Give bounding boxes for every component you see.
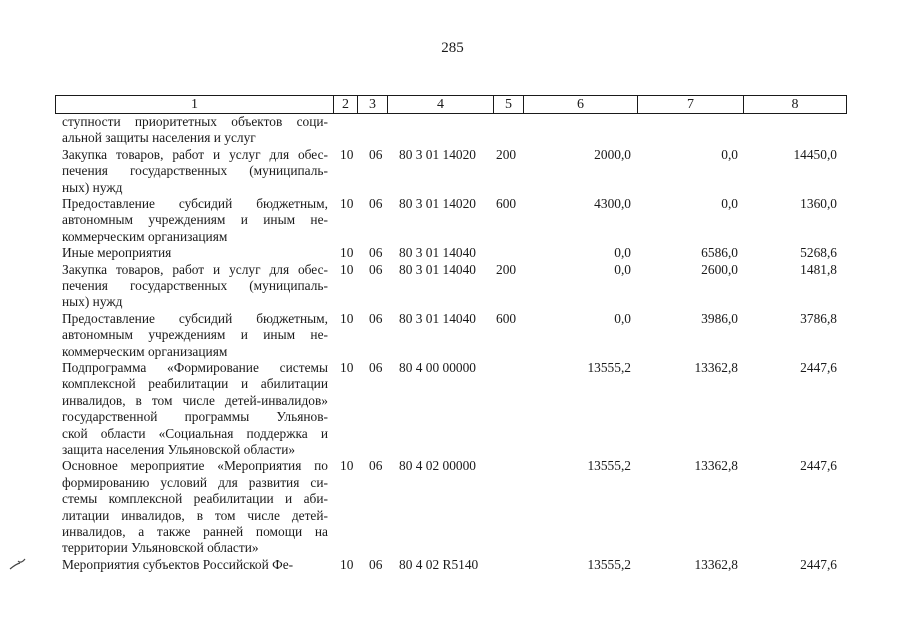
amount-col-6: 0,0 (614, 245, 631, 261)
row-description (62, 262, 328, 311)
description-line: ской области «Социальная поддержка и (62, 425, 328, 441)
amount-col-6: 13555,2 (587, 359, 631, 375)
amount-col-6: 13555,2 (587, 458, 631, 474)
description-line: комплексной реабилитации и абилитации (62, 376, 328, 392)
section-code: 10 (340, 359, 354, 375)
header-col-1: 1 (56, 96, 334, 113)
amount-col-8: 5268,6 (800, 245, 837, 261)
subsection-code: 06 (369, 556, 383, 572)
expense-type: 200 (496, 146, 517, 162)
section-code: 10 (340, 146, 354, 162)
description-line: инвалидов, в том числе детей-инвалидов» (62, 392, 328, 408)
target-article: 80 3 01 14020 (399, 146, 476, 162)
row-description (62, 458, 328, 556)
amount-col-8: 2447,6 (800, 458, 837, 474)
amount-col-8: 2447,6 (800, 556, 837, 572)
amount-col-7: 2600,0 (701, 261, 738, 277)
row-description (62, 557, 328, 573)
amount-col-7: 0,0 (721, 146, 738, 162)
section-code: 10 (340, 261, 354, 277)
subsection-code: 06 (369, 261, 383, 277)
section-code: 10 (340, 245, 354, 261)
amount-col-6: 0,0 (614, 310, 631, 326)
amount-col-7: 13362,8 (694, 359, 738, 375)
description-line: автономным учреждениям и иным не- (62, 327, 328, 343)
expense-type: 200 (496, 261, 517, 277)
table-row (0, 311, 905, 360)
amount-col-6: 4300,0 (594, 195, 631, 211)
amount-col-8: 1481,8 (800, 261, 837, 277)
amount-col-8: 14450,0 (793, 146, 837, 162)
description-line: государственной программы Ульянов- (62, 409, 328, 425)
target-article: 80 4 02 00000 (399, 458, 476, 474)
subsection-code: 06 (369, 146, 383, 162)
table-row (0, 458, 905, 556)
subsection-code: 06 (369, 359, 383, 375)
header-col-7: 7 (638, 96, 744, 113)
amount-col-6: 0,0 (614, 261, 631, 277)
header-col-5: 5 (494, 96, 524, 113)
section-code: 10 (340, 458, 354, 474)
description-line: стемы комплексной реабилитации и аби- (62, 491, 328, 507)
section-code: 10 (340, 556, 354, 572)
target-article: 80 4 02 R5140 (399, 556, 479, 572)
description-line: Мероприятия субъектов Российской Фе- (62, 556, 294, 572)
description-line: альной защиты населения и услуг (62, 130, 256, 146)
description-line: защита населения Ульяновской области» (62, 441, 296, 457)
amount-col-8: 2447,6 (800, 359, 837, 375)
description-line: инвалидов, а также ранней помощи на (62, 523, 328, 539)
description-line: Закупка товаров, работ и услуг для обес- (62, 146, 328, 162)
target-article: 80 3 01 14040 (399, 245, 476, 261)
section-code: 10 (340, 195, 354, 211)
table-row (0, 196, 905, 245)
description-line: ных) нужд (62, 294, 123, 310)
row-description (62, 311, 328, 360)
row-description (62, 196, 328, 245)
section-code: 10 (340, 310, 354, 326)
amount-col-7: 0,0 (721, 195, 738, 211)
row-description (62, 147, 328, 196)
header-col-4: 4 (388, 96, 494, 113)
description-line: автономным учреждениям и иным не- (62, 212, 328, 228)
subsection-code: 06 (369, 245, 383, 261)
target-article: 80 3 01 14040 (399, 310, 476, 326)
amount-col-7: 6586,0 (701, 245, 738, 261)
description-line: Закупка товаров, работ и услуг для обес- (62, 261, 328, 277)
description-line: Предоставление субсидий бюджетным, (62, 195, 328, 211)
amount-col-7: 13362,8 (694, 458, 738, 474)
header-col-6: 6 (524, 96, 638, 113)
pen-mark (8, 555, 28, 575)
page-number: 285 (441, 40, 464, 56)
table-body (0, 114, 905, 573)
description-line: печения государственных (муниципаль- (62, 163, 328, 179)
table-row (0, 245, 905, 261)
expense-type: 600 (496, 195, 517, 211)
table-row (0, 262, 905, 311)
target-article: 80 3 01 14020 (399, 195, 476, 211)
row-description (62, 114, 328, 147)
amount-col-6: 2000,0 (594, 146, 631, 162)
row-description (62, 245, 328, 261)
description-line: печения государственных (муниципаль- (62, 277, 328, 293)
target-article: 80 3 01 14040 (399, 261, 476, 277)
header-col-8: 8 (791, 97, 799, 112)
description-line: Предоставление субсидий бюджетным, (62, 310, 328, 326)
amount-col-6: 13555,2 (587, 556, 631, 572)
description-line: коммерческим организациям (62, 228, 228, 244)
description-line: формированию условий для развития си- (62, 474, 328, 490)
table-header-row (55, 95, 847, 114)
amount-col-7: 13362,8 (694, 556, 738, 572)
amount-col-7: 3986,0 (701, 310, 738, 326)
description-line: ступности приоритетных объектов соци- (62, 114, 328, 129)
amount-col-8: 3786,8 (800, 310, 837, 326)
description-line: литации инвалидов, в том числе детей- (62, 507, 328, 523)
amount-col-8: 1360,0 (800, 195, 837, 211)
table-row (0, 147, 905, 196)
table-row (0, 114, 905, 147)
table-row (0, 557, 905, 573)
table-row (0, 360, 905, 458)
header-col-2: 2 (334, 96, 358, 113)
subsection-code: 06 (369, 458, 383, 474)
description-line: коммерческим организациям (62, 343, 228, 359)
description-line: ных) нужд (62, 179, 123, 195)
subsection-code: 06 (369, 195, 383, 211)
description-line: Подпрограмма «Формирование системы (62, 359, 328, 375)
description-line: территории Ульяновской области» (62, 540, 259, 556)
target-article: 80 4 00 00000 (399, 359, 476, 375)
description-line: Основное мероприятие «Мероприятия по (62, 458, 328, 474)
description-line: Иные мероприятия (62, 245, 172, 261)
row-description (62, 360, 328, 458)
expense-type: 600 (496, 310, 517, 326)
header-col-3: 3 (358, 96, 388, 113)
subsection-code: 06 (369, 310, 383, 326)
